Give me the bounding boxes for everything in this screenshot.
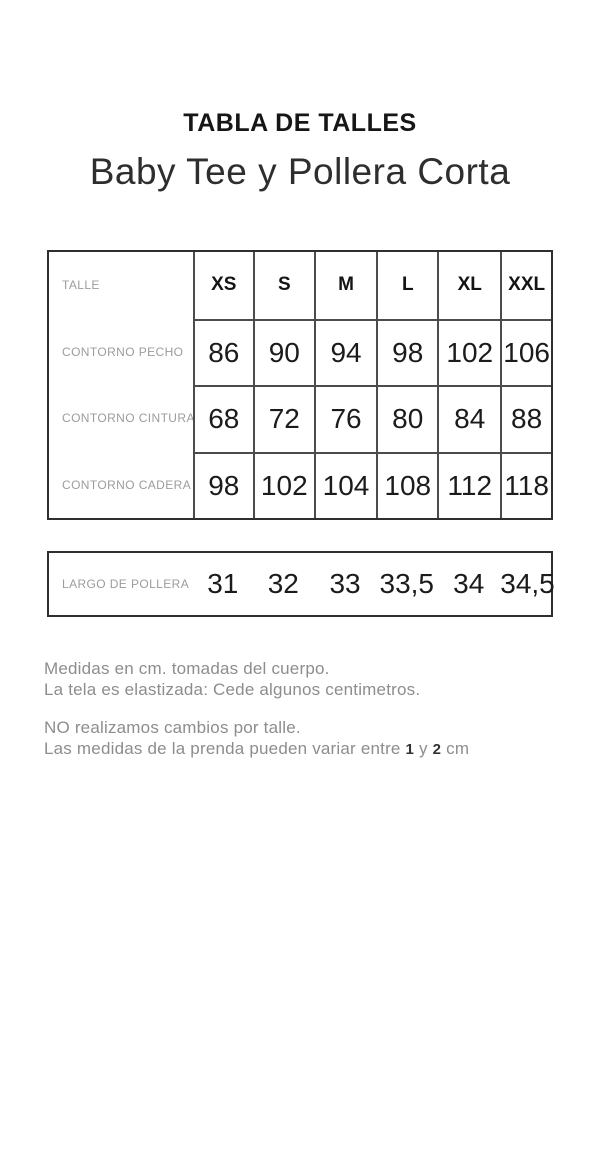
table-cell: 68 — [193, 385, 253, 452]
note-paragraph-policy — [44, 717, 600, 760]
table-cell: 102 — [437, 319, 500, 386]
row-label-largo-de-pollera: LARGO DE POLLERA — [62, 577, 190, 591]
note-variance-min: 1 — [405, 741, 415, 758]
table-cell: 118 — [500, 452, 551, 519]
skirt-length-table — [47, 551, 553, 617]
note-line-2: La tela es elastizada: Cede algunos centimetros. — [44, 680, 421, 699]
measurement-notes — [44, 658, 600, 760]
size-header-xxl: XXL — [500, 252, 551, 319]
size-header-xl: XL — [437, 252, 500, 319]
table-cell: 108 — [376, 452, 437, 519]
size-chart-page — [0, 110, 600, 1176]
note-line-4 — [44, 739, 469, 758]
table-cell: 84 — [437, 385, 500, 452]
table-cell: 106 — [500, 319, 551, 386]
table-cell: 34 — [453, 568, 485, 599]
note-line-4-suffix: cm — [446, 739, 470, 758]
note-paragraph-measurements — [44, 658, 600, 700]
size-table — [47, 250, 553, 520]
table-cell: 34,5 — [500, 568, 555, 599]
table-cell: 76 — [314, 385, 376, 452]
table-cell: 98 — [193, 452, 253, 519]
table-cell: 72 — [253, 385, 314, 452]
size-header-s: S — [253, 252, 314, 319]
table-cell: 102 — [253, 452, 314, 519]
table-cell: 90 — [253, 319, 314, 386]
note-variance-max: 2 — [432, 741, 442, 758]
note-line-4-conjunction: y — [419, 739, 428, 758]
page-title: TABLA DE TALLES — [183, 109, 417, 137]
size-header-m: M — [314, 252, 376, 319]
table-cell: 104 — [314, 452, 376, 519]
table-cell: 98 — [376, 319, 437, 386]
row-label-contorno-cintura: CONTORNO CINTURA — [62, 411, 195, 426]
table-cell: 31 — [207, 568, 239, 599]
table-cell: 86 — [193, 319, 253, 386]
table-cell: 80 — [376, 385, 437, 452]
size-header-xs: XS — [193, 252, 253, 319]
note-line-3: NO realizamos cambios por talle. — [44, 718, 301, 737]
size-header-l: L — [376, 252, 437, 319]
table-cell: 32 — [267, 568, 299, 599]
table-cell: 94 — [314, 319, 376, 386]
table-cell: 88 — [500, 385, 551, 452]
note-line-4-prefix: Las medidas de la prenda pueden variar entre — [44, 739, 401, 758]
page-subtitle: Baby Tee y Pollera Corta — [89, 151, 511, 192]
table-cell: 33 — [329, 568, 361, 599]
note-line-1: Medidas en cm. tomadas del cuerpo. — [44, 659, 330, 678]
table-cell: 112 — [437, 452, 500, 519]
size-table-corner-label: TALLE — [62, 278, 100, 293]
row-label-contorno-pecho: CONTORNO PECHO — [62, 344, 184, 359]
table-cell: 33,5 — [379, 568, 434, 599]
row-label-contorno-cadera: CONTORNO CADERA — [62, 477, 192, 492]
